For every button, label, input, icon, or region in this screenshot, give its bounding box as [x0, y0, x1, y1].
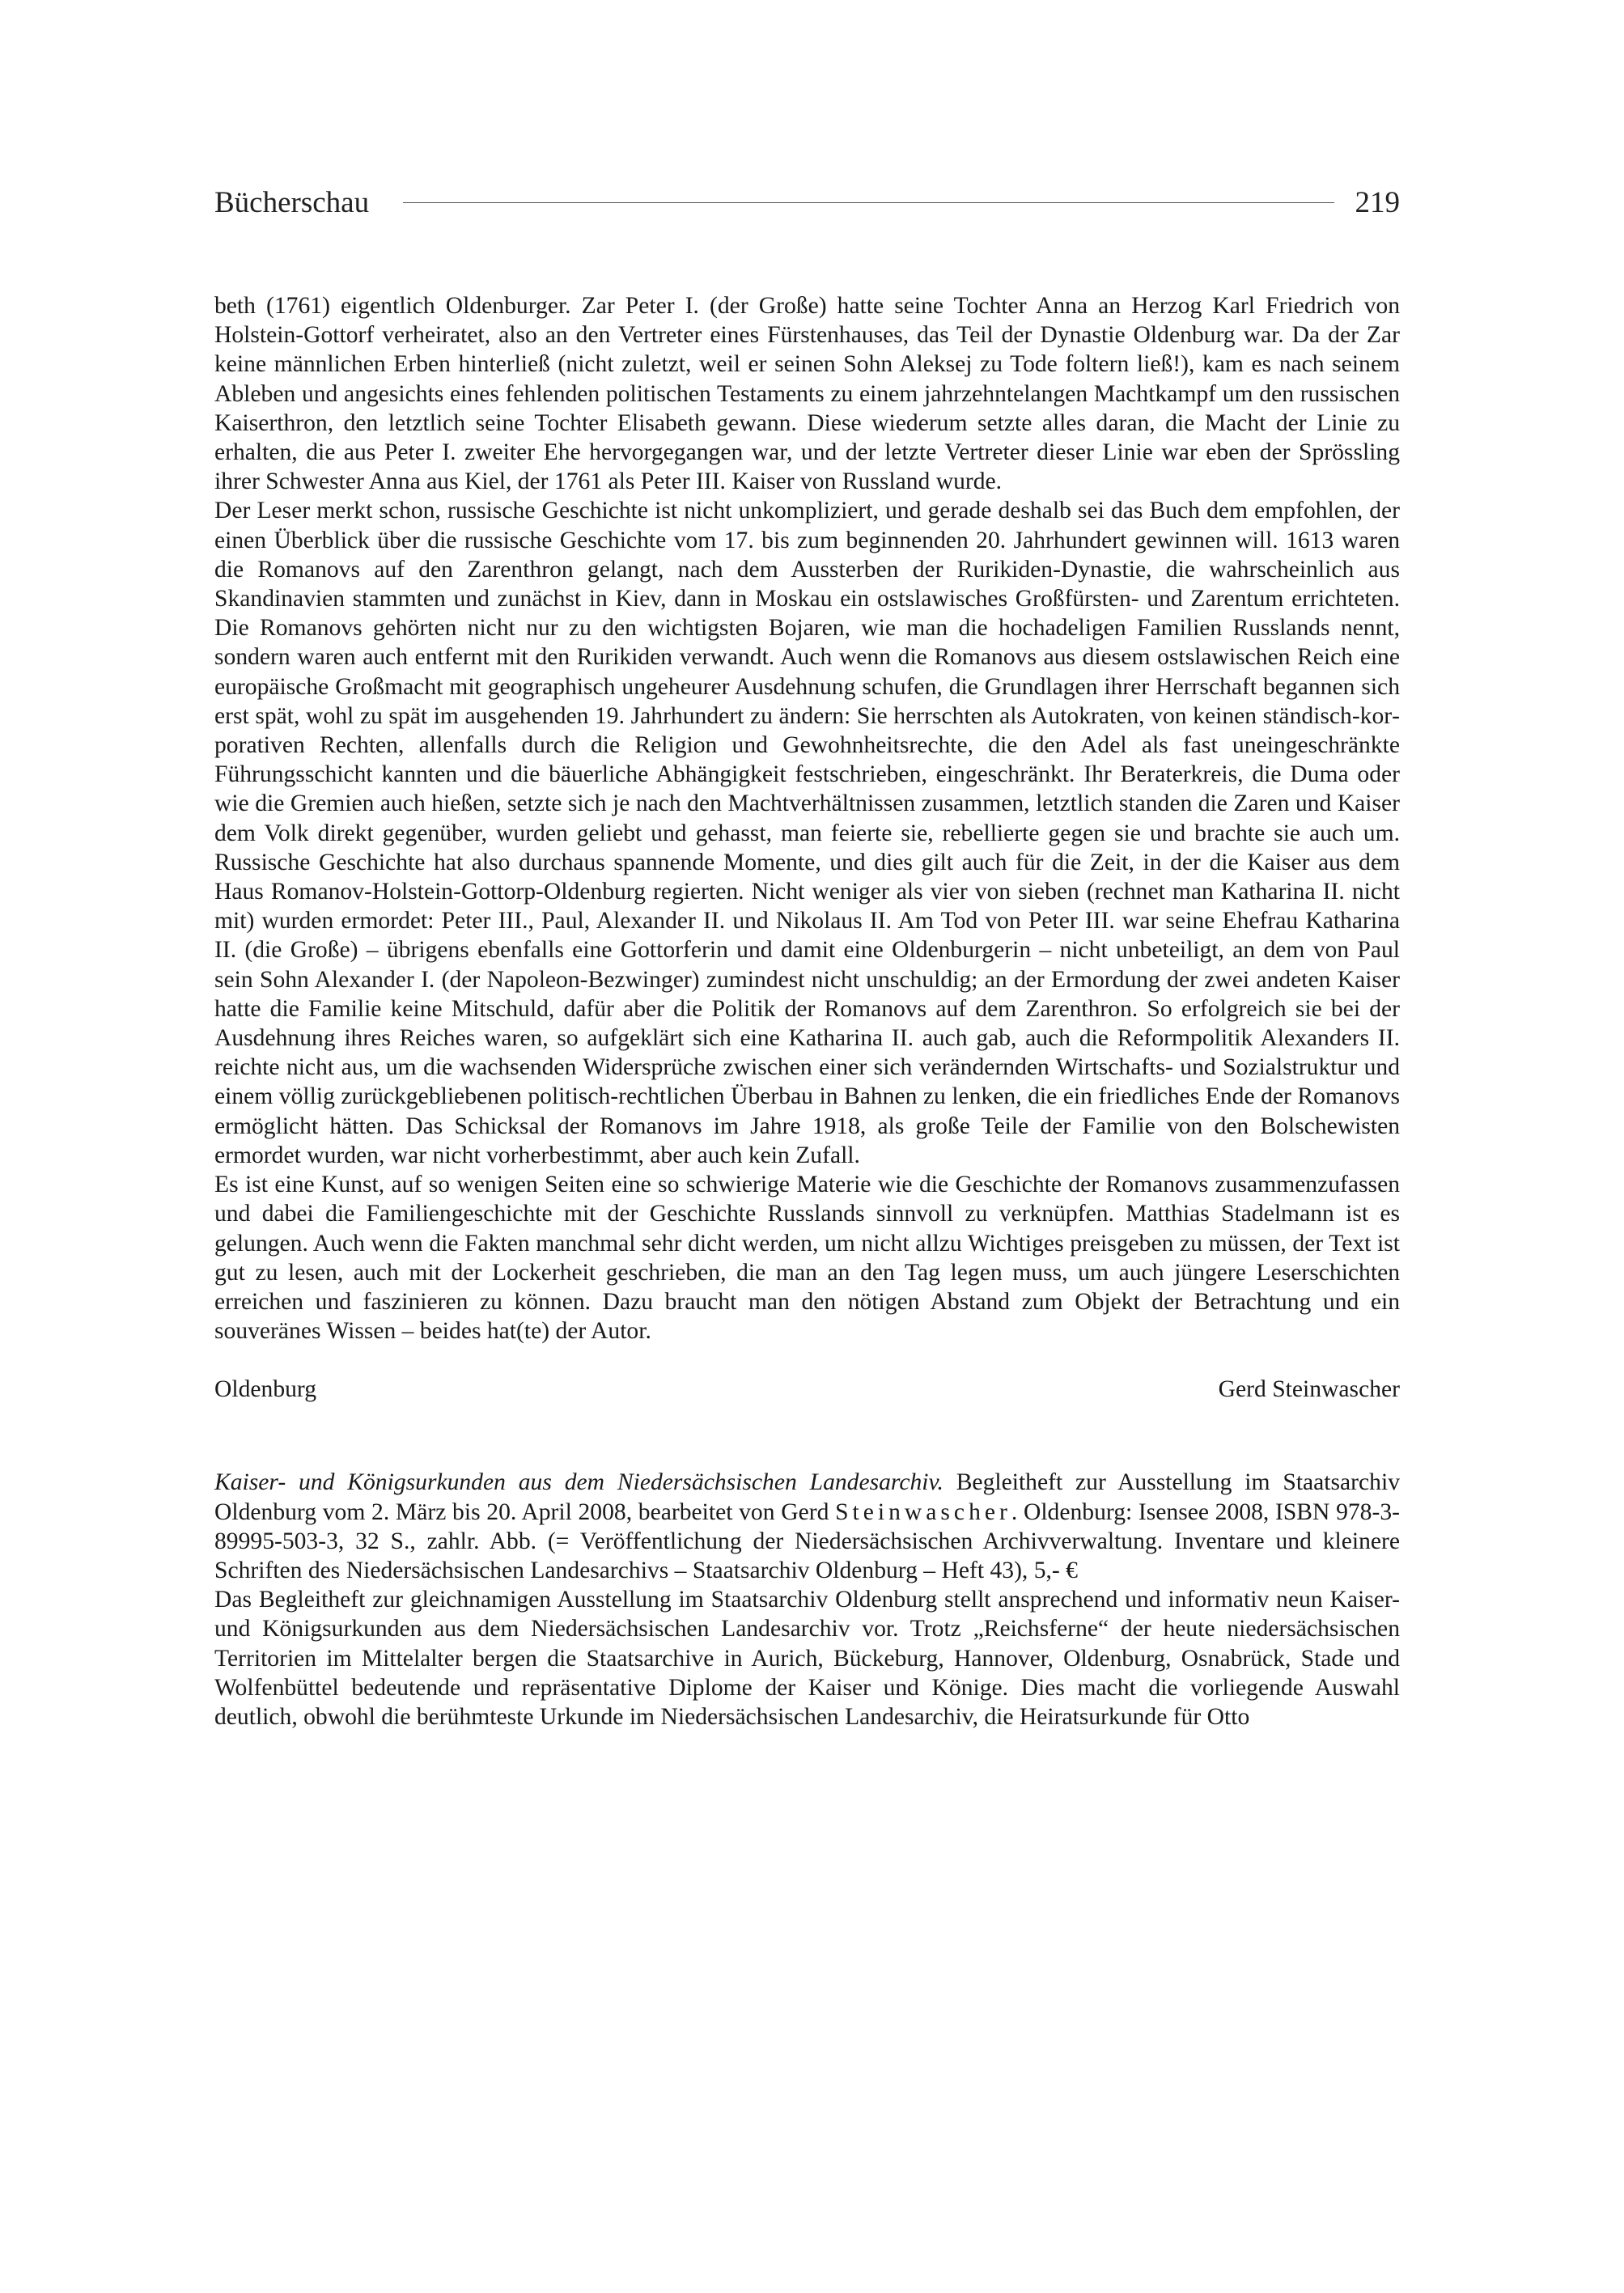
reviewer-name: Gerd Steinwascher: [1218, 1376, 1400, 1403]
editor-name: Steinwascher: [835, 1498, 1011, 1525]
review-paragraph: beth (1761) eigentlich Oldenburger. Zar Peter I. (der Große) hatte seine Tochter Anna an Herzog Karl Friedrich von Holstein-Gottorf verheiratet, also an den Vertreter eines Fürstenhauses, das Teil der Dynastie Oldenburg war. Da der Zar keine männlichen Erben hinterließ (nicht zuletzt, weil er seinen Sohn Aleksej zu Tode foltern ließ!), kam es nach seinem Ableben und angesichts eines fehlenden politischen Testaments zu einem jahrzehntelangen Machtkampf um den russischen Kaiserthron, den letztlich seine Tochter Elisabeth gewann. Diese wiederum setzte alles daran, die Macht der Linie zu erhalten, die aus Peter I. zweiter Ehe hervorgegangen war, und der letzte Vertreter dieser Linie war eben der Sprössling ihrer Schwester Anna aus Kiel, der 1761 als Peter III. Kaiser von Russland wurde.: [214, 293, 1400, 495]
book-citation: [214, 1468, 1400, 1585]
running-head: [214, 178, 1400, 227]
book-page: [214, 178, 1400, 1731]
page-number: 219: [1355, 185, 1400, 219]
review-place: Oldenburg: [214, 1376, 317, 1403]
review-signature: [214, 1375, 1400, 1404]
header-rule: [403, 202, 1334, 203]
review-paragraph: Es ist eine Kunst, auf so wenigen Seiten eine so schwierige Materie wie die Geschichte der Romanovs zusammenzufassen und dabei die Familiengeschichte mit der Geschichte Russlands sinnvoll zu verknüpfen. Matthias Stadelmann ist es gelungen. Auch wenn die Fakten manchmal sehr dicht werden, um nicht allzu Wichtiges preisgeben zu müssen, der Text ist gut zu lesen, auch mit der Lockerheit geschrieben, die man an den Tag legen muss, um auch jüngere Leserschichten erreichen und faszinieren zu können. Dazu braucht man den nötigen Abstand zum Objekt der Betrachtung und ein souveränes Wissen – beides hat(te) der Autor.: [214, 1172, 1400, 1345]
book-title: Kaiser- und Königsurkunden aus dem Niedersächsischen Landesarchiv.: [214, 1469, 943, 1496]
review-paragraph: Der Leser merkt schon, russische Geschichte ist nicht unkompliziert, und gerade deshalb sei das Buch dem empfohlen, der einen Überblick über die russische Geschichte vom 17. bis zum beginnenden 20. Jahrhundert gewinnen will. 1613 waren die Romanovs auf den Zarenthron gelangt, nach dem Aussterben der Rurikiden-Dynastie, die wahrscheinlich aus Skandinavien stammten und zunächst in Kiev, dann in Moskau ein ostslawisches Großfürsten- und Zarentum errichteten. Die Romanovs gehörten nicht nur zu den wichtigsten Bojaren, wie man die hochadeligen Familien Russlands nennt, sondern waren auch entfernt mit den Rurikiden verwandt. Auch wenn die Romanovs aus diesem ostslawischen Reich eine europäische Großmacht mit geographisch ungeheurer Ausdehnung schufen, die Grundlagen ihrer Herrschaft begannen sich erst spät, wohl zu spät im ausgehenden 19. Jahrhundert zu ändern: Sie herrschten als Autokraten, von keinen ständisch-korporativen Rechten, allenfalls durch die Religion und Gewohnheitsrechte, die den Adel als fast uneingeschränkte Führungsschicht kannten und die bäuerliche Abhängigkeit festschrieben, eingeschränkt. Ihr Beraterkreis, die Duma oder wie die Gremien auch hießen, setzte sich je nach den Machtverhältnissen zusammen, letztlich standen die Zaren und Kaiser dem Volk direkt gegenüber, wurden geliebt und gehasst, man feierte sie, rebellierte gegen sie und brachte sie auch um. Russische Geschichte hat also durchaus spannende Momente, und dies gilt auch für die Zeit, in der die Kaiser aus dem Haus Romanov-Holstein-Gottorp-Oldenburg regierten. Nicht weniger als vier von sieben (rechnet man Katharina II. nicht mit) wurden ermordet: Peter III., Paul, Alexander II. und Nikolaus II. Am Tod von Peter III. war seine Ehefrau Katharina II. (die Große) – übrigens ebenfalls eine Gottorferin und damit eine Oldenburgerin – nicht unbeteiligt, an dem von Paul sein Sohn Alexander I. (der Napoleon-Bezwinger) zumindest nicht unschuldig; an der Ermordung der zwei andeten Kaiser hatte die Familie keine Mitschuld, dafür aber die Politik der Romanovs auf dem Zarenthron. So erfolgreich sie bei der Ausdehnung ihres Reiches waren, so aufgeklärt sich eine Katharina II. auch gab, auch die Reformpolitik Alexanders II. reichte nicht aus, um die wachsenden Widersprüche zwischen einer sich verändernden Wirtschafts- und Sozialstruktur und einem völlig zurückgebliebenen politisch-rechtlichen Überbau in Bahnen zu lenken, die ein friedliches Ende der Romanovs ermöglicht hätten. Das Schicksal der Romanovs im Jahre 1918, als große Teile der Familie von den Bolschewisten ermordet wurden, war nicht vorherbestimmt, aber auch kein Zufall.: [214, 498, 1400, 1168]
citation-text: Begleitheft zur Ausstellung im Staatsarchiv Oldenburg vom 2. März bis 20. April 2008, bearbeitet von Gerd: [214, 1469, 1400, 1525]
section-title: Bücherschau: [214, 185, 370, 219]
review-kaiserurkunden: [214, 1468, 1400, 1731]
review-romanovs: [214, 291, 1400, 1346]
citation-text: . Oldenburg: Isensee 2008, ISBN 978-3-89995-503-3, 32 S., zahlr. Abb. (= Veröffentlichung der Niedersächsischen Archivverwaltung. Inventare und kleinere Schriften des Niedersächsischen Landesarchivs – Staatsarchiv Oldenburg – Heft 43), 5,- €: [214, 1498, 1400, 1583]
review-paragraph: Das Begleitheft zur gleichnamigen Ausstellung im Staatsarchiv Oldenburg stellt ansprechend und informativ neun Kaiser- und Königsurkunden aus dem Niedersächsischen Landesarchiv vor. Trotz „Reichsferne“ der heute niedersächsischen Territorien im Mittelalter bergen die Staatsarchive in Aurich, Bückeburg, Hannover, Oldenburg, Osnabrück, Stade und Wolfenbüttel bedeutende und repräsentative Diplome der Kaiser und Könige. Dies macht die vorliegende Auswahl deutlich, obwohl die berühmteste Urkunde im Niedersächsischen Landesarchiv, die Heiratsurkunde für Otto: [214, 1587, 1400, 1730]
